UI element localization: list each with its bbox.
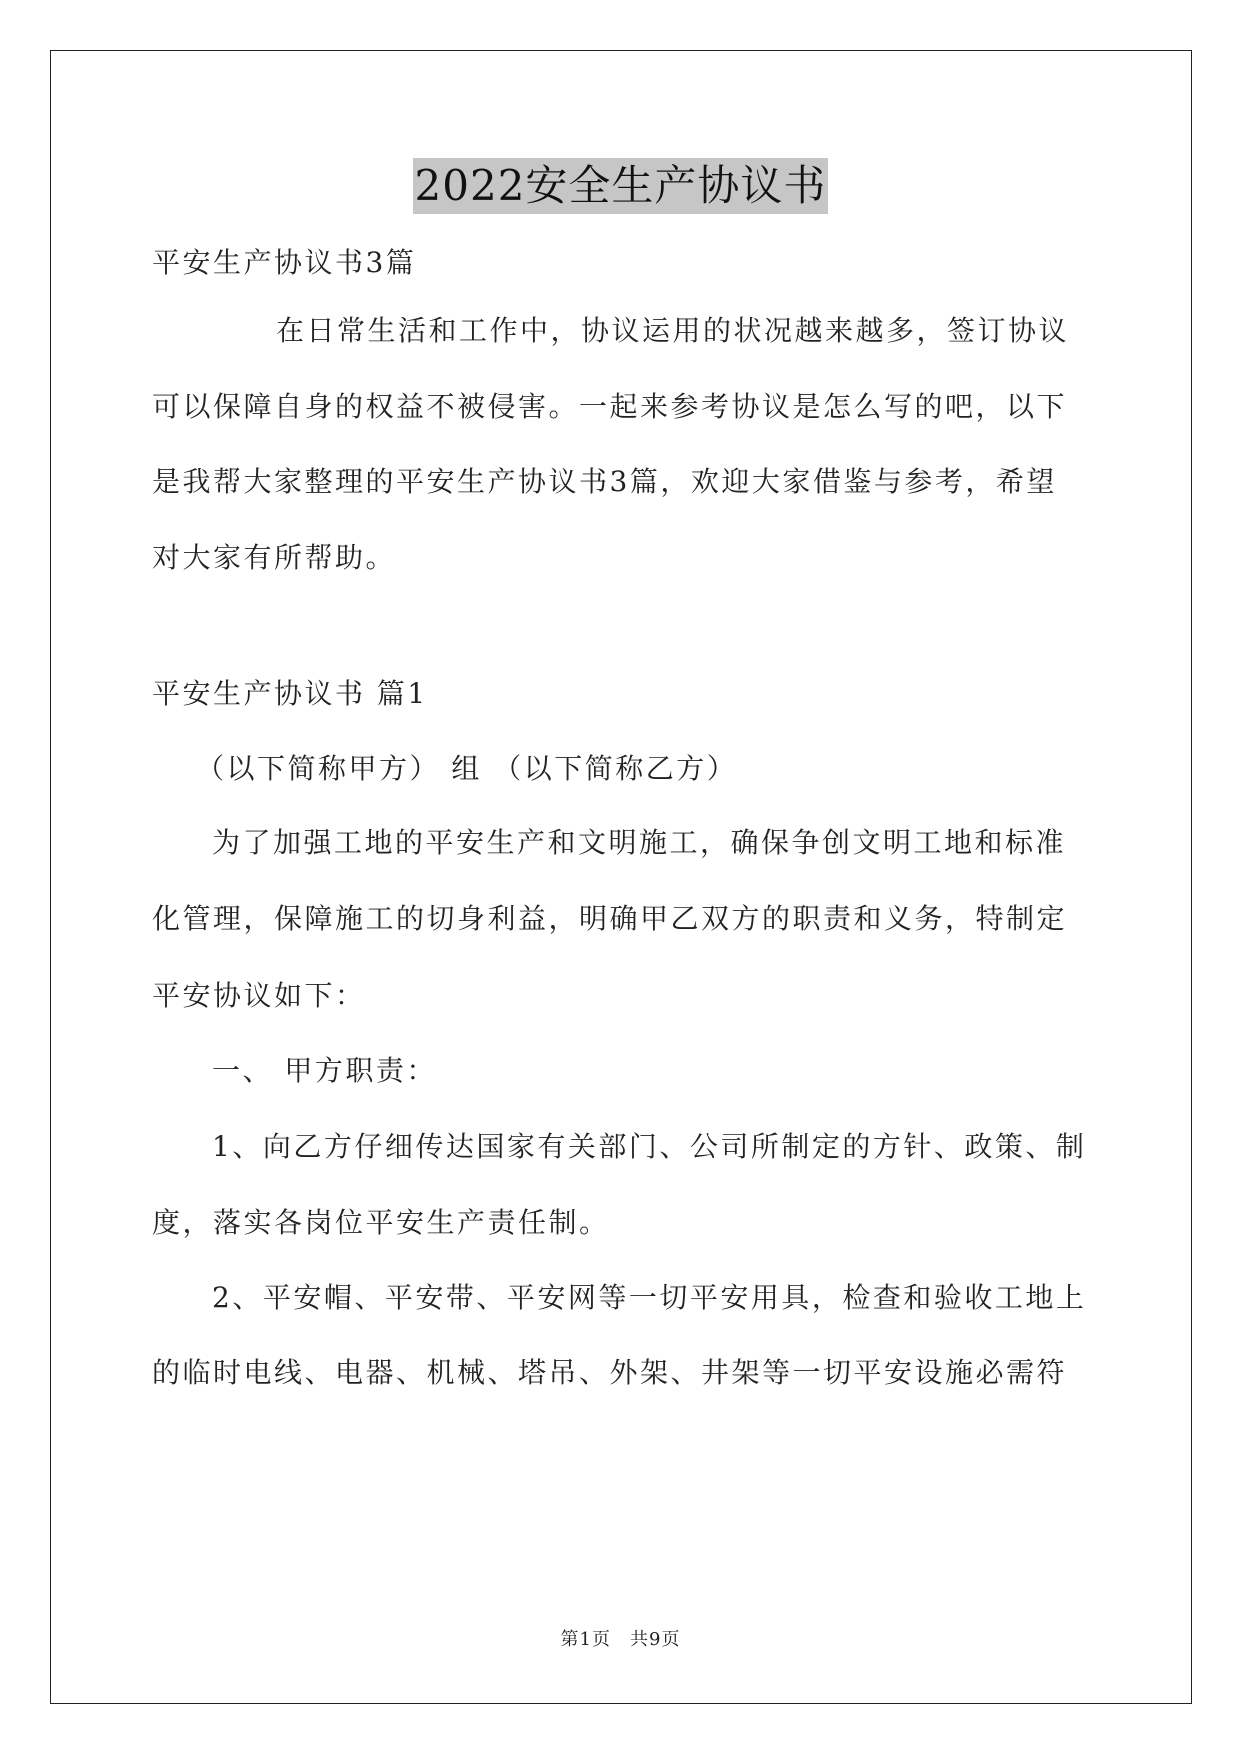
paragraph-line: 可以保障自身的权益不被侵害。一起来参考协议是怎么写的吧，以下	[152, 390, 1068, 423]
paragraph-line: 1、向乙方仔细传达国家有关部门、公司所制定的方针、政策、制	[212, 1130, 1087, 1163]
document-title: 2022安全生产协议书	[413, 158, 829, 214]
paragraph-line: 是我帮大家整理的平安生产协议书3篇，欢迎大家借鉴与参考，希望	[152, 465, 1057, 498]
paragraph-line: 对大家有所帮助。	[152, 541, 397, 574]
page-footer: 第1页 共9页	[560, 1629, 681, 1650]
subtitle-line: 平安生产协议书3篇	[152, 246, 417, 279]
paragraph-line: 为了加强工地的平安生产和文明施工，确保争创文明工地和标准	[212, 826, 1067, 859]
title-container	[0, 158, 1241, 214]
paragraph-line: 度，落实各岗位平安生产责任制。	[152, 1206, 610, 1239]
paragraph-line: （以下简称甲方） 组 （以下简称乙方）	[196, 752, 738, 785]
paragraph-line: 在日常生活和工作中，协议运用的状况越来越多，签订协议	[276, 314, 1070, 347]
subsection-heading: 一、 甲方职责：	[212, 1054, 437, 1087]
paragraph-line: 2、平安帽、平安带、平安网等一切平安用具，检查和验收工地上	[212, 1281, 1087, 1314]
paragraph-line: 的临时电线、电器、机械、塔吊、外架、井架等一切平安设施必需符	[152, 1356, 1068, 1389]
section-heading: 平安生产协议书 篇1	[152, 677, 428, 710]
paragraph-line: 化管理，保障施工的切身利益，明确甲乙双方的职责和义务，特制定	[152, 902, 1068, 935]
page-border	[50, 50, 1192, 1704]
paragraph-line: 平安协议如下：	[152, 979, 366, 1012]
